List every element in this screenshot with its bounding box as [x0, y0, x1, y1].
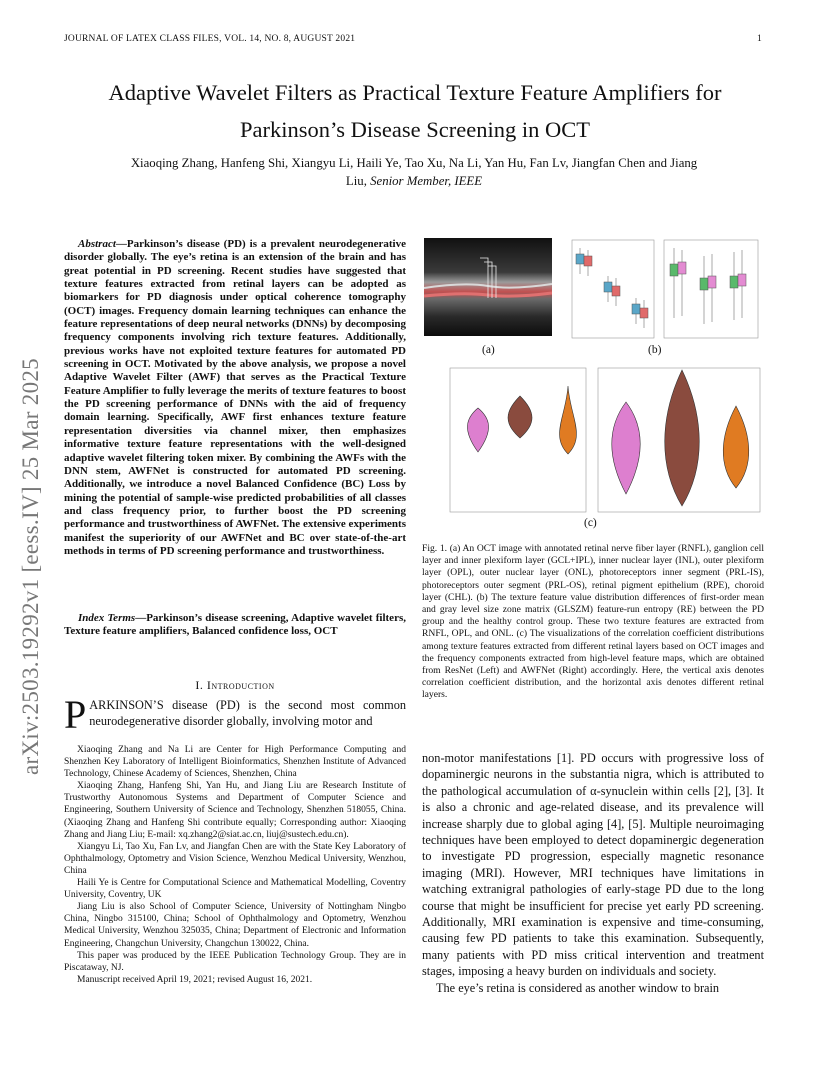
- abstract-text: —Parkinson’s disease (PD) is a prevalent neurodegenerative disorder globally. The eye’s retina is an extension of the brain and has great potential in PD screening. Recent studies have suggested that texture features extracted from retinal layers can be adopted as biomarkers for PD diagnosis under optical coherence tomography (OCT) images. Frequency domain learning techniques can enhance the feature representations of deep neural networks (DNNs) by decomposing frequency components involving rich texture features. Additionally, previous works have not exploited texture features for automated PD screening in OCT. Motivated by the above analysis, we propose a novel Adaptive Wavelet Filter (AWF) that serves as the Practical Texture Feature Amplifier to fully leverage the merits of texture features to boost the PD screening performance of DNNs with the aid of frequency domain learning. Specifically, AWF first enhances texture feature representation diversities via channel mixer, then emphasizes informative texture feature representations with the well-designed adaptive wavelet filtering token mixer. By combining the AWFs with the DNN stem, AWFNet is constructed for automated PD screening. Additionally, we introduce a novel Balanced Confidence (BC) Loss by mining the potential of sample-wise predicted probabilities of all classes and class frequency prior, to further boost the PD screening performance and trustworthiness of AWFNet. The extensive experiments manifest the superiority of our AWFNet and BC over state-of-the-art methods in terms of PD screening performance and trustworthiness.: [64, 238, 406, 557]
- subfigure-label-c: (c): [584, 517, 597, 529]
- footnote: Xiaoqing Zhang and Na Li are Center for High Performance Computing and Shenzhen Key Laboratory of Intelligent Bioinformatics, Shenzhen Institute of Advanced Technology, Chinese Academy of Sciences, Shenzhen, China: [64, 745, 406, 780]
- index-terms-text: —Parkinson’s disease screening, Adaptive wavelet filters, Texture feature amplifiers, Balanced confidence loss, OCT: [64, 612, 406, 638]
- authors-line-1: Xiaoqing Zhang, Hanfeng Shi, Xiangyu Li, Haili Ye, Tao Xu, Na Li, Yan Hu, Fan Lv, Jiangfan Chen and Jiang: [130, 156, 698, 170]
- subfigure-label-b: (b): [648, 344, 662, 356]
- index-terms-lead: Index Terms: [78, 612, 136, 624]
- abstract: [64, 238, 406, 558]
- authors-last: Liu,: [345, 174, 367, 188]
- authors-line-2: [64, 172, 764, 190]
- title-line-2: Parkinson’s Disease Screening in OCT: [240, 117, 590, 142]
- paper-title: [60, 74, 770, 148]
- running-header: JOURNAL OF LATEX CLASS FILES, VOL. 14, NO. 8, AUGUST 2021: [64, 34, 356, 44]
- section-heading: [64, 678, 406, 693]
- intro-caps: ARKINSON’S: [89, 698, 164, 712]
- footnote: Manuscript received April 19, 2021; revised August 16, 2021.: [77, 974, 313, 985]
- figure-1: [422, 236, 764, 536]
- violin-plot-resnet: [448, 366, 588, 516]
- author-list: [64, 154, 764, 190]
- footnote: Haili Ye is Centre for Computational Science and Mathematical Modelling, Coventry University, Coventry, UK: [64, 878, 406, 901]
- oct-image: [424, 238, 552, 336]
- box-plot-right: [660, 238, 760, 342]
- footnote: Xiangyu Li, Tao Xu, Fan Lv, and Jiangfan Chen are with the State Key Laboratory of Ophthalmology, Optometry and Vision Science, Wenzhou Medical University, Wenzhou, China: [64, 841, 406, 876]
- body-paragraph: The eye’s retina is considered as another window to brain: [436, 980, 720, 995]
- body-text-right: [422, 750, 764, 996]
- abstract-lead: Abstract: [78, 238, 116, 250]
- violin-plot-awfnet: [596, 366, 762, 516]
- index-terms: [64, 612, 406, 639]
- intro-paragraph: [64, 692, 406, 737]
- title-line-1: Adaptive Wavelet Filters as Practical Texture Feature Amplifiers for: [108, 80, 722, 105]
- body-paragraph: non-motor manifestations [1]. PD occurs with progressive loss of dopaminergic neurons in the substantia nigra, which is attributed to the pathological accumulation of α-synuclein within cells [2], [3]. It is also a chronic and age-related disease, and its prevalence will increase sharply due to global aging [4], [5]. Multiple neuroimaging techniques have been employed to detect dopaminergic degeneration to investigate PD progression, especially magnetic resonance imaging (MRI). However, MRI techniques have limitations in watching extranigral pathologies of early-stage PD due to the long course that might be insufficient for precise yet early PD screening. Additionally, MRI examination is expensive and time-consuming, causing few PD patients to take this examination. Subsequently, many patients with PD miss critical intervention and treatment stages, imposing a heavy burden on individuals and society.: [422, 751, 764, 979]
- arxiv-stamp[interactable]: arXiv:2503.19292v1 [eess.IV] 25 Mar 2025: [18, 358, 43, 775]
- footnotes: [64, 744, 406, 986]
- intro-text: disease (PD) is the second most common neurodegenerative disorder globally, involving motor and: [89, 698, 406, 729]
- section-numeral: I.: [195, 678, 204, 692]
- section-title: Introduction: [206, 678, 275, 692]
- figure-caption: Fig. 1. (a) An OCT image with annotated retinal nerve fiber layer (RNFL), ganglion cell layer and inner plexiform layer (GCL+IPL), inner nuclear layer (INL), outer plexiform layer (OPL), outer nuclear layer (ONL), photoreceptors inner segment (PRL-IS), photoreceptors outer segment (PRL-OS), retinal pigment epithelium (RPE), choroid layer (CHL). (b) The texture feature value distribution differences of first-order mean and gray level size zone matrix (GLSZM) feature-run entropy (RE) between the PD group and the healthy control group. These two texture features are extracted from RNFL, OPL, and ONL. (c) The visualizations of the correlation coefficient distributions among texture features extracted from different retinal layers based on OCT images and the frequency components extracted from high-level feature maps, which are obtained from ResNet (Left) and AWFNet (Right) accordingly. Here, the vertical axis denotes correlation coefficient distribution, and the horizontal axis denotes different retinal layers.: [422, 543, 764, 701]
- footnote: Xiaoqing Zhang, Hanfeng Shi, Yan Hu, and Jiang Liu are Research Institute of Trustworthy Autonomous Systems and Department of Computer Science and Engineering, Southern University of Science and Technology, Shenzhen 518055, China. (Xiaoqing Zhang and Hanfeng Shi contribute equally; Corresponding author: Xiaoqing Zhang and Jiang Liu; E-mail: xq.zhang2@siat.ac.cn, liuj@sustech.edu.cn).: [64, 781, 406, 840]
- author-role: Senior Member, IEEE: [370, 174, 483, 188]
- footnote: This paper was produced by the IEEE Publication Technology Group. They are in Piscataway, NJ.: [64, 950, 406, 973]
- subfigure-label-a: (a): [482, 344, 495, 356]
- drop-cap: P: [64, 692, 87, 737]
- box-plot-left: [568, 238, 656, 342]
- page-number: 1: [757, 34, 762, 44]
- footnote: Jiang Liu is also School of Computer Science, University of Nottingham Ningbo China, Ningbo 315100, China; School of Ophthalmology and Optometry, Wenzhou Medical University, Wenzhou 325035, China; Department of Electronic and Information Engineering, Changchun University, Changchun 130022, China.: [64, 902, 406, 949]
